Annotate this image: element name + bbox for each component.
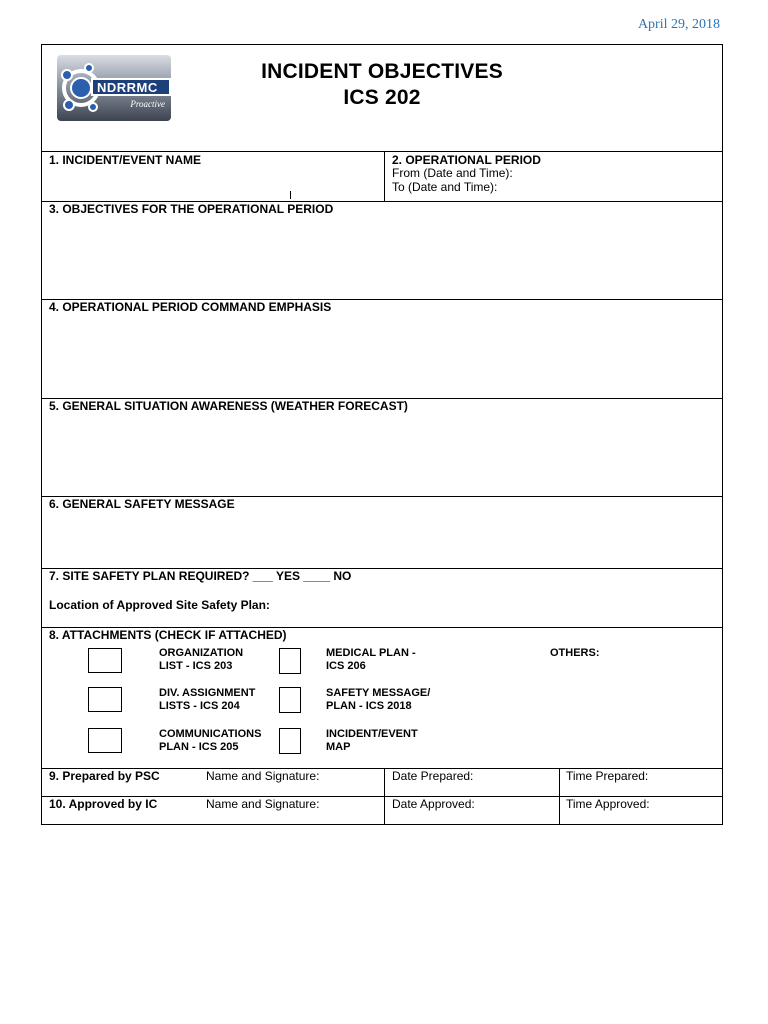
objectives-label: 3. OBJECTIVES FOR THE OPERATIONAL PERIOD [49,202,334,216]
column-divider [384,769,385,796]
column-divider [384,797,385,825]
from-date-label: From (Date and Time): [392,166,513,180]
approved-name-signature-label: Name and Signature: [206,797,320,811]
approved-by-label: 10. Approved by IC [49,797,158,811]
attachments-label: 8. ATTACHMENTS (CHECK IF ATTACHED) [49,628,287,642]
site-safety-location-label: Location of Approved Site Safety Plan: [49,598,270,612]
situation-awareness-row [42,398,722,496]
communications-plan-label [159,728,261,754]
operational-period-label: 2. OPERATIONAL PERIOD [392,153,541,167]
medical-plan-label-line1: MEDICAL PLAN - [326,647,416,659]
safety-message-plan-checkbox[interactable] [279,687,301,713]
to-date-label: To (Date and Time): [392,180,498,194]
form-title [42,59,722,111]
date-prepared-label: Date Prepared: [392,769,474,783]
incident-name-label: 1. INCIDENT/EVENT NAME [49,153,202,167]
date-approved-label: Date Approved: [392,797,475,811]
approved-by-row [42,796,722,825]
ics-202-form [41,44,723,825]
div-assignment-label-line2: LISTS - ICS 204 [159,700,240,712]
others-label: OTHERS: [550,647,600,659]
medical-plan-checkbox[interactable] [279,648,301,674]
command-emphasis-row [42,299,722,398]
org-list-checkbox[interactable] [88,648,122,673]
form-title-line2: ICS 202 [343,86,421,109]
incident-map-checkbox[interactable] [279,728,301,754]
logo-acronym: NDRRMC [97,80,158,95]
prepared-by-label: 9. Prepared by PSC [49,769,160,783]
column-divider [384,152,385,201]
column-divider [559,769,560,796]
attachments-row [42,627,722,768]
org-list-label-line2: LIST - ICS 203 [159,660,233,672]
org-list-label [159,647,243,673]
safety-message-plan-label-line2: PLAN - ICS 2018 [326,700,412,712]
column-divider [559,797,560,825]
communications-plan-checkbox[interactable] [88,728,122,753]
medical-plan-label [326,647,416,673]
div-assignment-label [159,687,255,713]
incident-map-label [326,728,418,754]
title-row [42,45,722,151]
objectives-row [42,201,722,299]
logo-tagline: Proactive [130,99,165,109]
safety-message-plan-label-line1: SAFETY MESSAGE/ [326,687,431,699]
medical-plan-label-line2: ICS 206 [326,660,366,672]
site-safety-plan-row [42,568,722,627]
communications-plan-label-line2: PLAN - ICS 205 [159,741,239,753]
header-date: April 29, 2018 [637,17,720,32]
incident-period-row [42,151,722,201]
incident-map-label-line1: INCIDENT/EVENT [326,728,418,740]
org-list-label-line1: ORGANIZATION [159,647,244,659]
prepared-name-signature-label: Name and Signature: [206,769,320,783]
div-assignment-label-line1: DIV. ASSIGNMENT [159,687,256,699]
safety-message-label: 6. GENERAL SAFETY MESSAGE [49,497,235,511]
communications-plan-label-line1: COMMUNICATIONS [159,728,262,740]
command-emphasis-label: 4. OPERATIONAL PERIOD COMMAND EMPHASIS [49,300,332,314]
div-assignment-checkbox[interactable] [88,687,122,712]
field-marker [290,191,292,199]
safety-message-row [42,496,722,568]
situation-awareness-label: 5. GENERAL SITUATION AWARENESS (WEATHER FORECAST) [49,399,408,413]
site-safety-plan-label: 7. SITE SAFETY PLAN REQUIRED? ___ YES ____ NO [49,569,352,583]
time-approved-label: Time Approved: [566,797,650,811]
safety-message-plan-label [326,687,430,713]
time-prepared-label: Time Prepared: [566,769,649,783]
form-title-line1: INCIDENT OBJECTIVES [261,60,503,83]
prepared-by-row [42,768,722,796]
incident-map-label-line2: MAP [326,741,351,753]
